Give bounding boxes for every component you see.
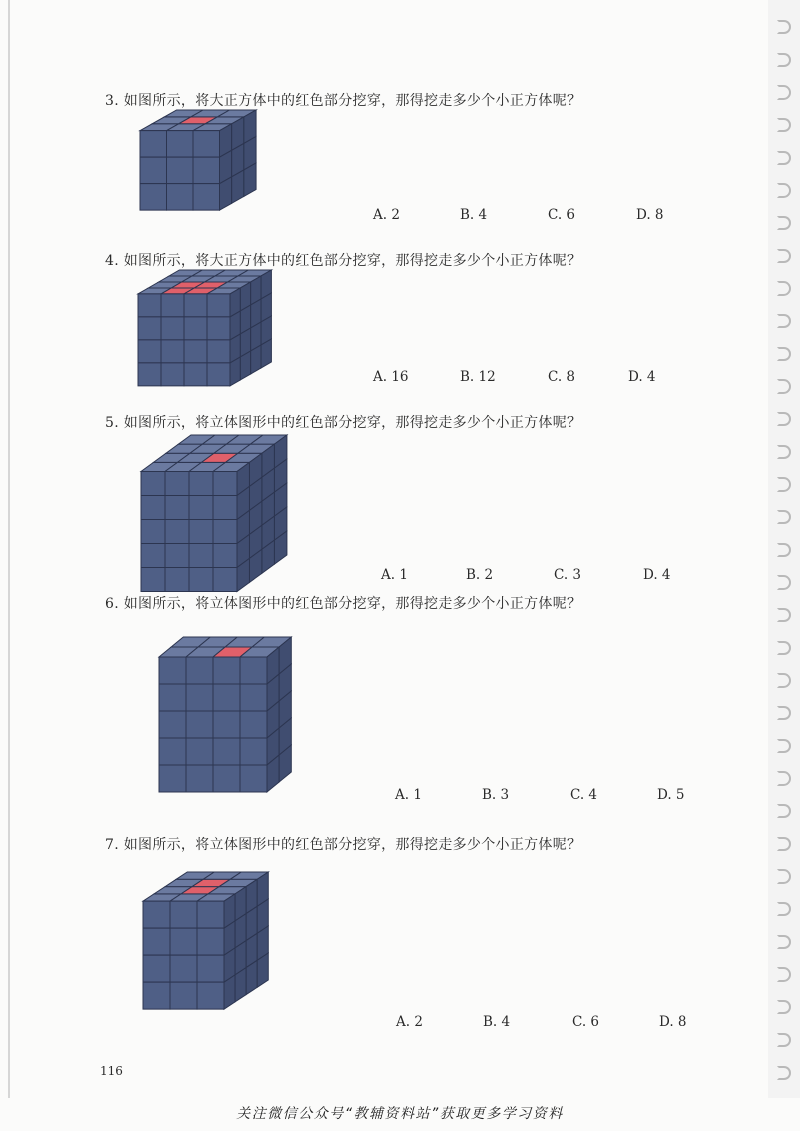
option-b[interactable]: B. 12 xyxy=(460,369,496,385)
front-cell xyxy=(213,543,237,567)
front-cell xyxy=(240,711,267,738)
option-d[interactable]: D. 4 xyxy=(643,567,671,583)
front-cell xyxy=(197,982,224,1009)
binding-ring xyxy=(777,85,791,99)
binding-ring xyxy=(777,314,791,328)
binding-ring xyxy=(777,869,791,883)
option-d[interactable]: D. 4 xyxy=(628,369,656,385)
front-cell xyxy=(138,363,161,386)
question-4 xyxy=(105,250,581,270)
front-cell xyxy=(159,765,186,792)
binding-ring xyxy=(777,347,791,361)
front-cell xyxy=(184,294,207,317)
front-cell xyxy=(161,317,184,340)
front-cell xyxy=(159,657,186,684)
front-cell xyxy=(159,684,186,711)
front-cell xyxy=(170,955,197,982)
front-cell xyxy=(138,317,161,340)
front-cell xyxy=(143,955,170,982)
front-cell xyxy=(240,765,267,792)
front-cell xyxy=(189,519,213,543)
front-cell xyxy=(165,471,189,495)
cube-figure-q7 xyxy=(143,872,273,1032)
front-cell xyxy=(167,184,194,211)
question-number: 6. xyxy=(105,596,119,612)
front-cell xyxy=(141,543,165,567)
binding-ring xyxy=(777,1066,791,1080)
front-cell xyxy=(141,471,165,495)
front-cell xyxy=(189,567,213,591)
front-cell xyxy=(213,657,240,684)
footer-text: 关注微信公众号“教辅资料站”获取更多学习资料 xyxy=(0,1098,800,1131)
front-cell xyxy=(161,294,184,317)
cube-figure-q3 xyxy=(140,110,255,225)
front-cell xyxy=(207,363,230,386)
front-cell xyxy=(186,765,213,792)
option-b[interactable]: B. 2 xyxy=(466,567,494,583)
front-cell xyxy=(140,131,167,158)
front-cell xyxy=(213,495,237,519)
option-a[interactable]: A. 1 xyxy=(381,567,408,583)
binding-ring xyxy=(777,641,791,655)
front-cell xyxy=(140,157,167,184)
binding-ring xyxy=(777,412,791,426)
front-cell xyxy=(213,711,240,738)
question-3 xyxy=(105,90,581,110)
binding-ring xyxy=(777,1000,791,1014)
binding-ring xyxy=(777,510,791,524)
front-cell xyxy=(170,982,197,1009)
question-number: 7. xyxy=(105,837,119,853)
front-cell xyxy=(184,317,207,340)
front-cell xyxy=(240,738,267,765)
binding-ring xyxy=(777,53,791,67)
front-cell xyxy=(186,711,213,738)
front-cell xyxy=(165,543,189,567)
option-c[interactable]: C. 4 xyxy=(570,787,598,803)
front-cell xyxy=(170,901,197,928)
binding-ring xyxy=(777,967,791,981)
question-number: 4. xyxy=(105,253,119,269)
option-b[interactable]: B. 4 xyxy=(483,1014,511,1030)
option-c[interactable]: C. 6 xyxy=(548,207,576,223)
front-cell xyxy=(138,294,161,317)
binding-ring xyxy=(777,543,791,557)
front-cell xyxy=(213,519,237,543)
binding-ring xyxy=(777,771,791,785)
binding-ring xyxy=(777,935,791,949)
front-cell xyxy=(189,543,213,567)
cube-figure-q4 xyxy=(138,270,248,385)
option-d[interactable]: D. 5 xyxy=(657,787,685,803)
front-cell xyxy=(165,567,189,591)
question-text: 如图所示，将大正方体中的红色部分挖穿，那得挖走多少个小正方体呢？ xyxy=(123,253,582,269)
question-text: 如图所示，将立体图形中的红色部分挖穿，那得挖走多少个小正方体呢？ xyxy=(123,837,582,853)
front-cell xyxy=(184,363,207,386)
front-cell xyxy=(240,684,267,711)
option-a[interactable]: A. 2 xyxy=(373,207,400,223)
front-cell xyxy=(213,567,237,591)
front-cell xyxy=(161,363,184,386)
option-c[interactable]: C. 6 xyxy=(572,1014,600,1030)
front-cell xyxy=(213,684,240,711)
option-a[interactable]: A. 16 xyxy=(373,369,409,385)
binding-ring xyxy=(777,837,791,851)
binding-ring xyxy=(777,151,791,165)
binding-ring xyxy=(777,249,791,263)
front-cell xyxy=(159,738,186,765)
page-number: 116 xyxy=(100,1064,123,1078)
front-cell xyxy=(186,684,213,711)
front-cell xyxy=(143,982,170,1009)
front-cell xyxy=(189,495,213,519)
question-7 xyxy=(105,834,581,854)
front-cell xyxy=(189,471,213,495)
question-text: 如图所示，将大正方体中的红色部分挖穿，那得挖走多少个小正方体呢？ xyxy=(123,93,582,109)
front-cell xyxy=(167,131,194,158)
cube-figure-q5 xyxy=(141,435,266,585)
option-c[interactable]: C. 3 xyxy=(554,567,582,583)
front-cell xyxy=(161,340,184,363)
option-b[interactable]: B. 4 xyxy=(460,207,488,223)
front-cell xyxy=(193,131,220,158)
front-cell xyxy=(193,184,220,211)
binding-ring xyxy=(777,477,791,491)
binding-ring xyxy=(777,1033,791,1047)
binding-ring xyxy=(777,608,791,622)
question-text: 如图所示，将立体图形中的红色部分挖穿，那得挖走多少个小正方体呢？ xyxy=(123,415,582,431)
front-cell xyxy=(207,340,230,363)
binding-ring xyxy=(777,575,791,589)
question-number: 3. xyxy=(105,93,119,109)
binding-ring xyxy=(777,216,791,230)
front-cell xyxy=(240,657,267,684)
front-cell xyxy=(138,340,161,363)
option-a[interactable]: A. 1 xyxy=(395,787,422,803)
front-cell xyxy=(186,738,213,765)
front-cell xyxy=(186,657,213,684)
binding-spine xyxy=(768,0,800,1098)
front-cell xyxy=(213,765,240,792)
front-cell xyxy=(213,471,237,495)
question-6 xyxy=(105,593,581,613)
front-cell xyxy=(141,495,165,519)
cube-figure-q6 xyxy=(159,637,299,805)
binding-ring xyxy=(777,902,791,916)
front-cell xyxy=(170,928,197,955)
front-cell xyxy=(165,495,189,519)
option-a[interactable]: A. 2 xyxy=(396,1014,423,1030)
option-c[interactable]: C. 8 xyxy=(548,369,576,385)
front-cell xyxy=(165,519,189,543)
binding-ring xyxy=(777,281,791,295)
front-cell xyxy=(213,738,240,765)
front-cell xyxy=(159,711,186,738)
binding-ring xyxy=(777,673,791,687)
front-cell xyxy=(207,294,230,317)
front-cell xyxy=(197,955,224,982)
front-cell xyxy=(184,340,207,363)
front-cell xyxy=(141,519,165,543)
front-cell xyxy=(141,567,165,591)
binding-ring xyxy=(777,445,791,459)
binding-ring xyxy=(777,804,791,818)
front-cell xyxy=(207,317,230,340)
front-cell xyxy=(167,157,194,184)
binding-ring xyxy=(777,20,791,34)
front-cell xyxy=(143,901,170,928)
option-b[interactable]: B. 3 xyxy=(482,787,510,803)
front-cell xyxy=(143,928,170,955)
option-d[interactable]: D. 8 xyxy=(659,1014,687,1030)
option-d[interactable]: D. 8 xyxy=(636,207,664,223)
question-5 xyxy=(105,412,581,432)
front-cell xyxy=(193,157,220,184)
binding-ring xyxy=(777,118,791,132)
question-text: 如图所示，将立体图形中的红色部分挖穿，那得挖走多少个小正方体呢？ xyxy=(123,596,582,612)
front-cell xyxy=(140,184,167,211)
binding-ring xyxy=(777,706,791,720)
question-number: 5. xyxy=(105,415,119,431)
front-cell xyxy=(197,901,224,928)
front-cell xyxy=(197,928,224,955)
binding-ring xyxy=(777,739,791,753)
binding-ring xyxy=(777,379,791,393)
binding-ring xyxy=(777,183,791,197)
